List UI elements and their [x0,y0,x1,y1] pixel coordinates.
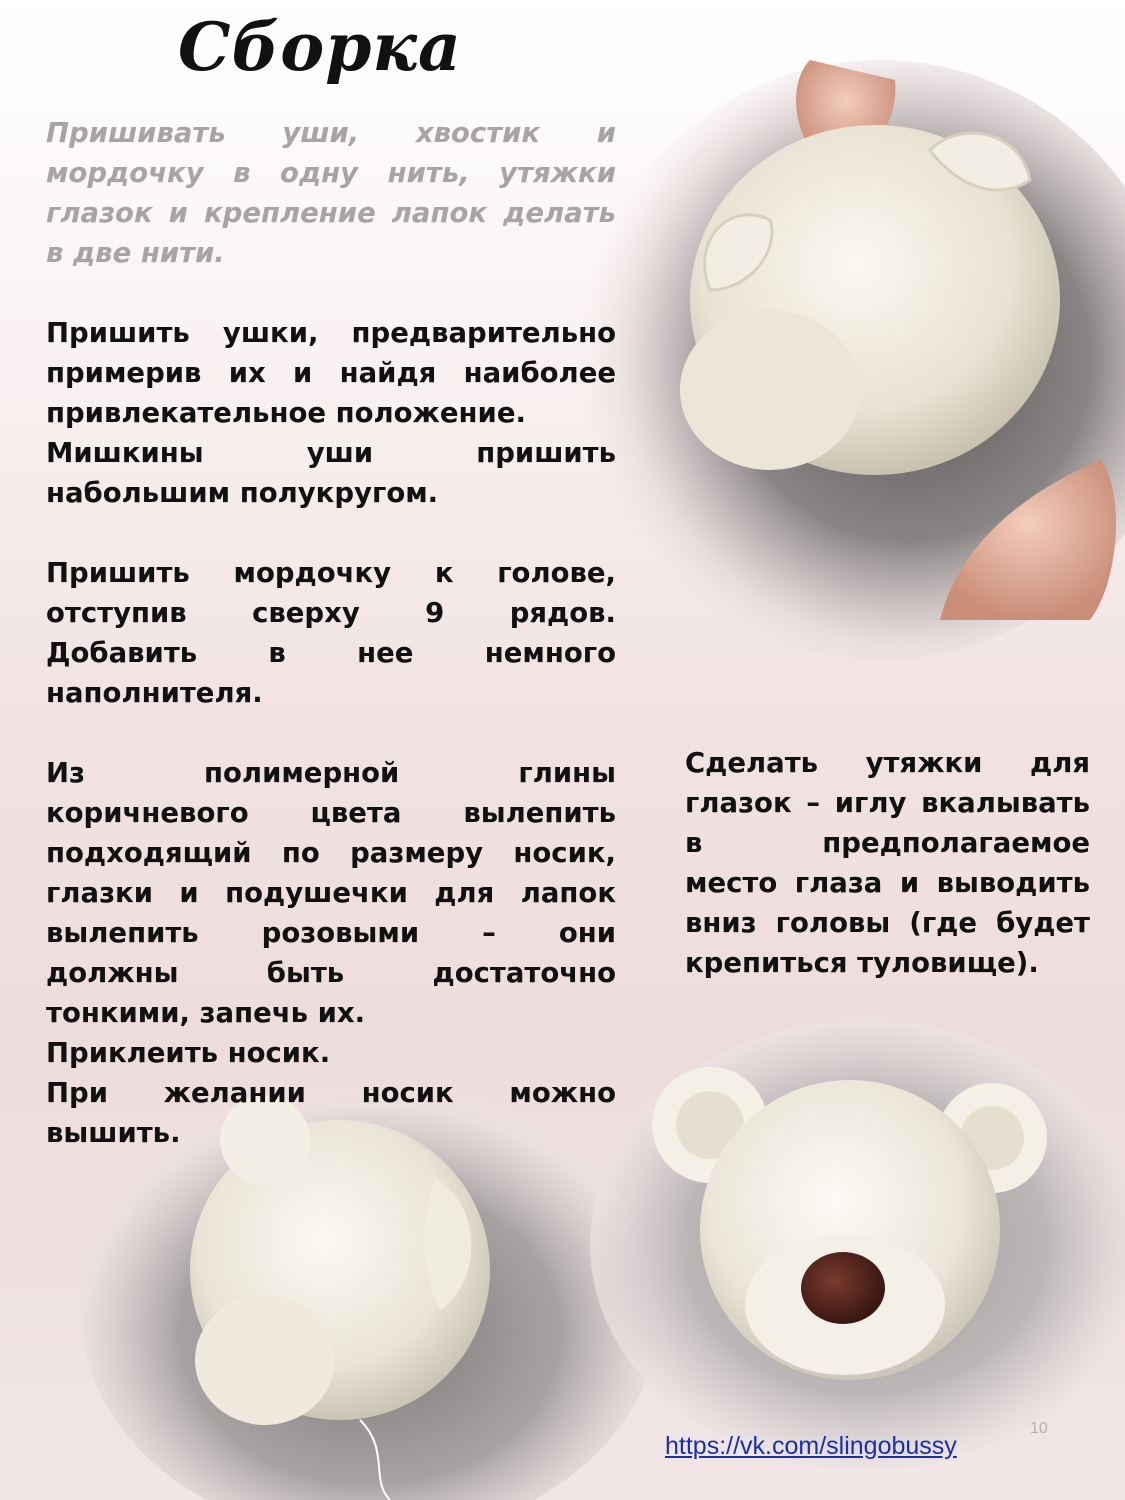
text-line: должны быть достаточно [46,957,616,989]
text-line: привлекательное положение. [46,397,526,429]
text-line: Мишкины уши пришить [46,437,616,469]
text-line: набольшим полукругом. [46,477,439,509]
text-line: крепиться туловище). [685,947,1039,979]
text-line: коричневого цвета вылепить [46,797,616,829]
page-title: Сборка [178,8,462,86]
text-line: в предполагаемое [685,827,1090,859]
text-line: глазок – иглу вкалывать [685,787,1090,819]
text-line: глазки и подушечки для лапок [46,877,616,909]
bear-head-in-fingers-photo [560,60,1125,660]
text-line: Сделать утяжки для [685,747,1090,779]
text-line: Приклеить носик. [46,1037,331,1069]
text-line: тонкими, запечь их. [46,997,366,1029]
clay-paragraph [46,753,616,1153]
text-line: место глаза и выводить [685,867,1090,899]
text-line: подходящий по размеру носик, [46,837,616,869]
text-line: При желании носик можно [46,1077,616,1109]
intro-line: в две нити. [46,237,225,269]
text-line: Пришить ушки, предварительно [46,317,616,349]
ears-paragraph [46,313,616,513]
page-number: 10 [1030,1420,1048,1437]
text-line: Пришить мордочку к голове, [46,557,616,589]
text-line: вышить. [46,1117,181,1149]
text-line: примерив их и найдя наиболее [46,357,616,389]
eyes-paragraph [685,743,1090,983]
text-line: наполнителя. [46,677,263,709]
intro-paragraph [46,113,616,273]
muzzle-paragraph [46,553,616,713]
text-line: вылепить розовыми – они [46,917,616,949]
vk-link[interactable]: https://vk.com/slingobussy [665,1432,957,1460]
intro-line: глазок и крепление лапок делать [46,197,616,229]
text-line: отступив сверху 9 рядов. [46,597,616,629]
intro-line: Пришивать уши, хвостик и [46,117,616,149]
text-line: Из полимерной глины [46,757,616,789]
text-line: Добавить в нее немного [46,637,616,669]
text-line: вниз головы (где будет [685,907,1090,939]
bear-head-with-nose-photo [600,1020,1125,1460]
intro-line: мордочку в одну нить, утяжки [46,157,616,189]
